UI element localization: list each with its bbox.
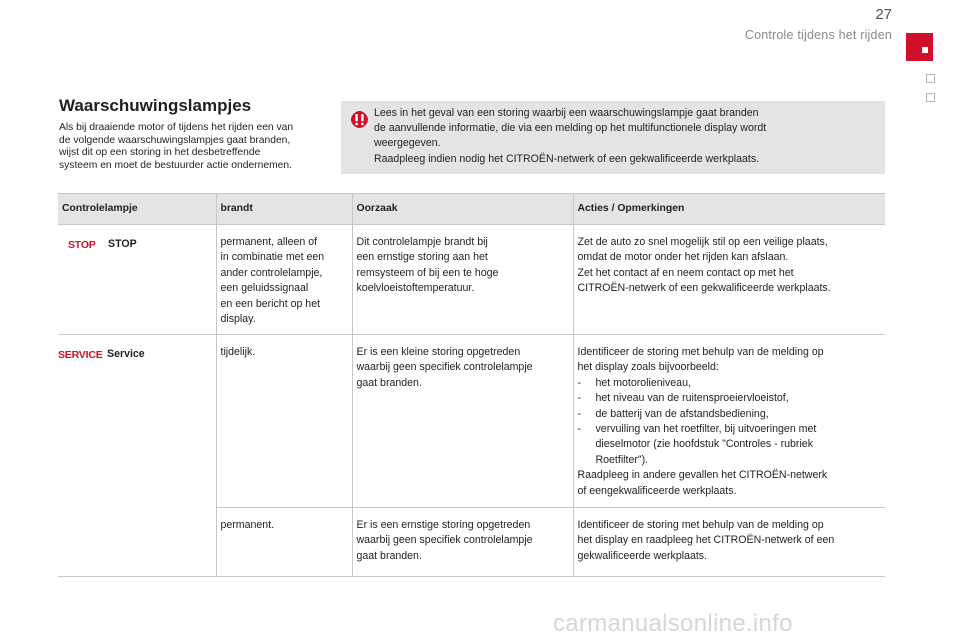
cell-line: in combinatie met een xyxy=(220,251,325,264)
note-line: Raadpleeg indien nodig het CITROËN-netwerk of een gekwalificeerde werkplaats. xyxy=(374,152,760,165)
cell-line: waarbij geen specifiek controlelampje xyxy=(356,534,533,547)
brandt-cell xyxy=(216,508,352,577)
list-item-text: dieselmotor (zie hoofdstuk "Controles - rubriek xyxy=(595,438,813,451)
cell-line: Er is een ernstige storing opgetreden xyxy=(356,519,531,531)
list-item-text: Roetfilter"). xyxy=(595,453,649,466)
cell-line: een ernstige storing aan het xyxy=(356,251,488,264)
acties-cell xyxy=(573,508,885,577)
tab-marker-icon xyxy=(922,47,928,53)
list-item: - het motorolieniveau, xyxy=(578,376,882,391)
cell-line: Zet de auto zo snel mogelijk stil op een veilige plaats, xyxy=(577,236,828,248)
chapter-tab[interactable] xyxy=(926,74,935,83)
intro-line: Als bij draaiende motor of tijdens het rijden een van xyxy=(59,122,294,133)
list-item-text: de batterij van de afstandsbediening, xyxy=(595,407,769,420)
column-header: Acties / Opmerkingen xyxy=(573,194,885,225)
cell-line: Zet het contact af en neem contact op met het xyxy=(577,266,794,279)
intro-line: systeem en moet de bestuurder actie ondernemen. xyxy=(59,159,292,171)
brandt-cell xyxy=(216,335,352,508)
watermark: carmanualsonline.info xyxy=(553,610,793,637)
page-heading: Waarschuwingslampjes xyxy=(59,96,252,115)
cell-line: gekwalificeerde werkplaats. xyxy=(577,549,708,562)
table-row xyxy=(58,335,885,508)
cell-line: tijdelijk. xyxy=(220,346,256,358)
cell-line: het display zoals bijvoorbeeld: xyxy=(577,361,719,374)
intro-paragraph xyxy=(59,122,329,172)
cell-line: koelvloeistoftemperatuur. xyxy=(356,282,475,295)
cell-line: permanent, alleen of xyxy=(220,236,318,248)
list-item: - vervuiling van het roetfilter, bij uitvoeringen met dieselmotor (zie hoofdstuk "Controles - rubriek Roetfilter"). xyxy=(578,422,882,468)
cell-line: waarbij geen specifiek controlelampje xyxy=(356,361,533,374)
list-item-text: het motorolieniveau, xyxy=(595,376,691,389)
column-header: brandt xyxy=(216,194,352,225)
brandt-cell xyxy=(216,225,352,335)
cell-line: permanent. xyxy=(220,519,275,531)
warning-exclamation-icon xyxy=(350,110,369,129)
chapter-tab[interactable] xyxy=(926,93,935,102)
table-header-row xyxy=(58,194,885,225)
list-item-text: het niveau van de ruitensproeiervloeistof, xyxy=(595,392,789,405)
cell-line: display. xyxy=(220,313,256,326)
note-text xyxy=(374,106,766,167)
intro-line: de volgende waarschuwingslampjes gaat branden, xyxy=(59,134,291,146)
lamp-name: Service xyxy=(107,348,145,360)
lamp-name: STOP xyxy=(108,238,137,250)
list-item: - de batterij van de afstandsbediening, xyxy=(578,407,882,422)
cell-line: en een bericht op het xyxy=(220,297,321,310)
section-title: Controle tijdens het rijden xyxy=(744,28,892,42)
cell-line: gaat branden. xyxy=(356,376,422,389)
cell-line: Dit controlelampje brandt bij xyxy=(356,236,488,248)
column-header: Controlelampje xyxy=(58,194,216,225)
cell-line: Raadpleeg in andere gevallen het CITROËN-netwerk xyxy=(577,469,828,482)
cell-line: of eengekwalificeerde werkplaats. xyxy=(577,484,737,497)
chapter-tab-active[interactable] xyxy=(906,33,933,61)
cell-line: gaat branden. xyxy=(356,549,422,562)
cell-line: remsysteem of bij een te hoge xyxy=(356,266,499,279)
stop-warning-icon: STOP xyxy=(68,239,96,251)
cell-line: Identificeer de storing met behulp van de melding op xyxy=(577,519,824,531)
cell-line: het display en raadpleeg het CITROËN-netwerk of een xyxy=(577,534,835,547)
lamp-cell xyxy=(58,335,216,577)
cell-line: een geluidssignaal xyxy=(220,282,309,295)
acties-cell xyxy=(573,225,885,335)
page-number: 27 xyxy=(875,6,892,23)
cell-line: ander controlelampje, xyxy=(220,266,323,279)
cell-line: CITROËN-netwerk of een gekwalificeerde werkplaats. xyxy=(577,282,831,295)
note-line: de aanvullende informatie, die via een melding op het multifunctionele display wordt xyxy=(374,122,767,135)
oorzaak-cell xyxy=(352,508,573,577)
list-item: - het niveau van de ruitensproeiervloeistof, xyxy=(578,391,882,406)
service-warning-icon: SERVICE xyxy=(58,349,103,361)
oorzaak-cell xyxy=(352,225,573,335)
oorzaak-cell xyxy=(352,335,573,508)
cell-line: Er is een kleine storing opgetreden xyxy=(356,346,521,358)
acties-cell xyxy=(573,335,885,508)
cell-line: Identificeer de storing met behulp van de melding op xyxy=(577,346,824,358)
cell-line: omdat de motor onder het rijden kan afslaan. xyxy=(577,251,789,264)
intro-line: wijst dit op een storing in het desbetreffende xyxy=(59,147,261,159)
note-line: Lees in het geval van een storing waarbij een waarschuwingslampje gaat branden xyxy=(374,107,759,119)
column-header: Oorzaak xyxy=(352,194,573,225)
warning-lamps-table xyxy=(58,193,885,577)
table-row xyxy=(58,225,885,335)
warning-note xyxy=(341,101,885,174)
lamp-cell xyxy=(58,225,216,335)
list-item-text: vervuiling van het roetfilter, bij uitvoeringen met xyxy=(595,423,817,436)
note-line: weergegeven. xyxy=(374,137,441,150)
